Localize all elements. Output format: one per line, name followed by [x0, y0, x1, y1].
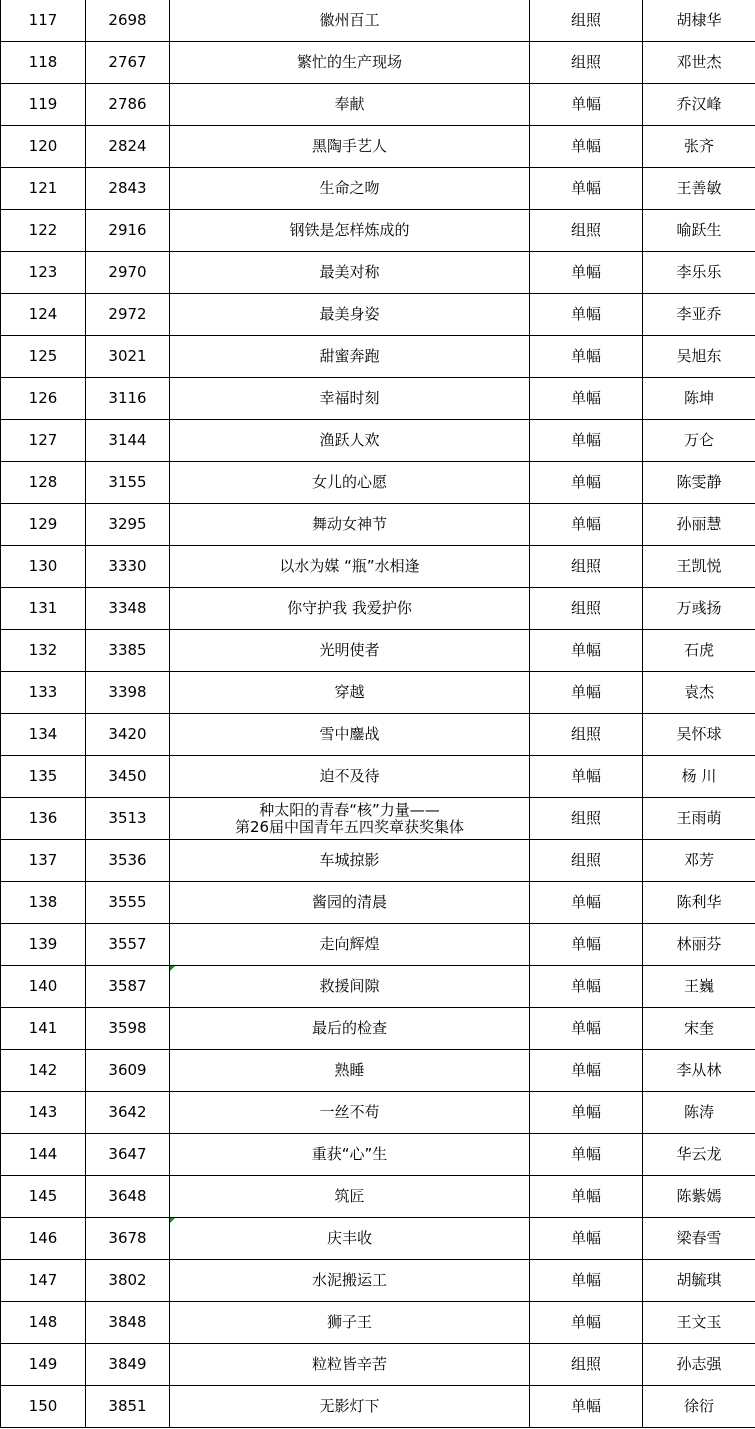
- seq-cell: 118: [1, 42, 86, 84]
- seq-cell: 135: [1, 756, 86, 798]
- entry-number-cell: 3851: [86, 1386, 170, 1428]
- title-cell: [170, 420, 530, 462]
- table-row: [1, 378, 755, 420]
- title-line: 最美对称: [319, 263, 380, 281]
- type-cell: 单幅: [530, 126, 643, 168]
- author-cell: 徐衍: [643, 1386, 755, 1428]
- author-cell: 王雨萌: [643, 798, 755, 840]
- title-cell: [170, 1302, 530, 1344]
- title-cell: [170, 0, 530, 42]
- title-cell: [170, 924, 530, 966]
- author-cell: 胡棣华: [643, 0, 755, 42]
- seq-cell: 124: [1, 294, 86, 336]
- type-cell: 单幅: [530, 420, 643, 462]
- seq-cell: 126: [1, 378, 86, 420]
- entry-number-cell: 3144: [86, 420, 170, 462]
- title-cell: [170, 1008, 530, 1050]
- title-cell: [170, 1134, 530, 1176]
- table-row: [1, 42, 755, 84]
- title-cell: [170, 1176, 530, 1218]
- seq-cell: 138: [1, 882, 86, 924]
- seq-cell: 125: [1, 336, 86, 378]
- type-cell: 组照: [530, 840, 643, 882]
- table-row: [1, 1386, 755, 1428]
- author-cell: 吴怀球: [643, 714, 755, 756]
- table-row: [1, 882, 755, 924]
- seq-cell: 145: [1, 1176, 86, 1218]
- author-cell: 邓世杰: [643, 42, 755, 84]
- title-line: 徽州百工: [319, 11, 380, 29]
- title-cell: [170, 210, 530, 252]
- author-cell: 梁春雪: [643, 1218, 755, 1260]
- title-line: 走向辉煌: [319, 935, 380, 953]
- title-cell: [170, 252, 530, 294]
- entry-number-cell: 3647: [86, 1134, 170, 1176]
- title-cell: [170, 714, 530, 756]
- type-cell: 组照: [530, 546, 643, 588]
- entry-number-cell: 3642: [86, 1092, 170, 1134]
- entry-number-cell: 3648: [86, 1176, 170, 1218]
- author-cell: 袁杰: [643, 672, 755, 714]
- table-row: [1, 1008, 755, 1050]
- table-row: [1, 672, 755, 714]
- author-cell: 张齐: [643, 126, 755, 168]
- type-cell: 单幅: [530, 1218, 643, 1260]
- seq-cell: 121: [1, 168, 86, 210]
- entry-number-cell: 3450: [86, 756, 170, 798]
- title-line: 粒粒皆辛苦: [311, 1355, 387, 1373]
- seq-cell: 137: [1, 840, 86, 882]
- table-row: [1, 1260, 755, 1302]
- title-cell: [170, 42, 530, 84]
- type-cell: 单幅: [530, 630, 643, 672]
- title-line: 车城掠影: [319, 851, 380, 869]
- title-line: 你守护我 我爱护你: [287, 599, 412, 617]
- entry-number-cell: 2970: [86, 252, 170, 294]
- title-line: 筑匠: [334, 1187, 365, 1205]
- entry-number-cell: 3536: [86, 840, 170, 882]
- title-line: 钢铁是怎样炼成的: [289, 221, 410, 239]
- table-row: [1, 336, 755, 378]
- title-line: 救援间隙: [319, 977, 380, 995]
- title-line: 幸福时刻: [319, 389, 380, 407]
- type-cell: 组照: [530, 798, 643, 840]
- entry-number-cell: 3557: [86, 924, 170, 966]
- seq-cell: 140: [1, 966, 86, 1008]
- seq-cell: 146: [1, 1218, 86, 1260]
- table-row: [1, 1134, 755, 1176]
- title-line: 一丝不苟: [319, 1103, 380, 1121]
- author-cell: 王巍: [643, 966, 755, 1008]
- table-row: [1, 168, 755, 210]
- title-line: 奉献: [334, 95, 365, 113]
- title-cell: [170, 546, 530, 588]
- title-line: 酱园的清晨: [311, 893, 387, 911]
- table-row: [1, 84, 755, 126]
- table-row: [1, 588, 755, 630]
- entry-number-cell: 3802: [86, 1260, 170, 1302]
- entry-number-cell: 3116: [86, 378, 170, 420]
- type-cell: 单幅: [530, 168, 643, 210]
- table-row: [1, 1302, 755, 1344]
- type-cell: 单幅: [530, 924, 643, 966]
- entry-number-cell: 3330: [86, 546, 170, 588]
- table-row: [1, 798, 755, 840]
- author-cell: 王善敏: [643, 168, 755, 210]
- seq-cell: 144: [1, 1134, 86, 1176]
- seq-cell: 131: [1, 588, 86, 630]
- type-cell: 单幅: [530, 1260, 643, 1302]
- entry-number-cell: 2786: [86, 84, 170, 126]
- seq-cell: 117: [1, 0, 86, 42]
- title-cell: [170, 504, 530, 546]
- title-cell: [170, 966, 530, 1008]
- entry-number-cell: 3609: [86, 1050, 170, 1092]
- entry-number-cell: 3295: [86, 504, 170, 546]
- author-cell: 李亚乔: [643, 294, 755, 336]
- seq-cell: 128: [1, 462, 86, 504]
- seq-cell: 120: [1, 126, 86, 168]
- author-cell: 吴旭东: [643, 336, 755, 378]
- title-cell: [170, 1386, 530, 1428]
- entry-number-cell: 2767: [86, 42, 170, 84]
- seq-cell: 148: [1, 1302, 86, 1344]
- title-cell: [170, 462, 530, 504]
- entry-number-cell: 3848: [86, 1302, 170, 1344]
- type-cell: 单幅: [530, 882, 643, 924]
- entry-number-cell: 2916: [86, 210, 170, 252]
- author-cell: 石虎: [643, 630, 755, 672]
- title-cell: [170, 168, 530, 210]
- seq-cell: 133: [1, 672, 86, 714]
- author-cell: 邓芳: [643, 840, 755, 882]
- title-cell: [170, 378, 530, 420]
- author-cell: 胡毓琪: [643, 1260, 755, 1302]
- title-line: 种太阳的青春“核”力量——: [259, 800, 440, 819]
- author-cell: 王文玉: [643, 1302, 755, 1344]
- author-cell: 陈紫嫣: [643, 1176, 755, 1218]
- title-cell: [170, 84, 530, 126]
- type-cell: 单幅: [530, 84, 643, 126]
- author-cell: 万仑: [643, 420, 755, 462]
- title-cell: [170, 588, 530, 630]
- type-cell: 单幅: [530, 1386, 643, 1428]
- title-cell: [170, 630, 530, 672]
- type-cell: 单幅: [530, 756, 643, 798]
- type-cell: 单幅: [530, 966, 643, 1008]
- entry-number-cell: 3348: [86, 588, 170, 630]
- title-line: 无影灯下: [319, 1397, 380, 1415]
- title-line: 光明使者: [319, 641, 380, 659]
- type-cell: 组照: [530, 0, 643, 42]
- author-cell: 林丽芬: [643, 924, 755, 966]
- table-row: [1, 420, 755, 462]
- title-line: 熟睡: [334, 1061, 365, 1079]
- table-row: [1, 504, 755, 546]
- author-cell: 李乐乐: [643, 252, 755, 294]
- title-line: 水泥搬运工: [311, 1271, 387, 1289]
- title-cell: [170, 1050, 530, 1092]
- table-row: [1, 756, 755, 798]
- author-cell: 陈坤: [643, 378, 755, 420]
- author-cell: 万彧扬: [643, 588, 755, 630]
- entry-number-cell: 2972: [86, 294, 170, 336]
- seq-cell: 149: [1, 1344, 86, 1386]
- entry-number-cell: 3555: [86, 882, 170, 924]
- author-cell: 陈雯静: [643, 462, 755, 504]
- seq-cell: 129: [1, 504, 86, 546]
- entry-number-cell: 2824: [86, 126, 170, 168]
- table-row: [1, 126, 755, 168]
- table-row: [1, 714, 755, 756]
- table-body: [1, 0, 755, 1428]
- table-row: [1, 462, 755, 504]
- title-line: 舞动女神节: [311, 515, 387, 533]
- seq-cell: 122: [1, 210, 86, 252]
- seq-cell: 136: [1, 798, 86, 840]
- author-cell: 华云龙: [643, 1134, 755, 1176]
- entry-number-cell: 3155: [86, 462, 170, 504]
- entry-number-cell: 2843: [86, 168, 170, 210]
- title-cell: [170, 882, 530, 924]
- type-cell: 组照: [530, 588, 643, 630]
- seq-cell: 143: [1, 1092, 86, 1134]
- table-row: [1, 1176, 755, 1218]
- title-cell: [170, 1218, 530, 1260]
- type-cell: 组照: [530, 210, 643, 252]
- seq-cell: 119: [1, 84, 86, 126]
- table-row: [1, 252, 755, 294]
- table-row: [1, 1218, 755, 1260]
- entry-number-cell: 3587: [86, 966, 170, 1008]
- type-cell: 单幅: [530, 336, 643, 378]
- author-cell: 李从林: [643, 1050, 755, 1092]
- seq-cell: 127: [1, 420, 86, 462]
- table-row: [1, 294, 755, 336]
- type-cell: 单幅: [530, 1008, 643, 1050]
- title-cell: [170, 294, 530, 336]
- author-cell: 杨 川: [643, 756, 755, 798]
- seq-cell: 141: [1, 1008, 86, 1050]
- entry-number-cell: 3420: [86, 714, 170, 756]
- seq-cell: 147: [1, 1260, 86, 1302]
- title-line: 繁忙的生产现场: [296, 53, 402, 71]
- type-cell: 单幅: [530, 1092, 643, 1134]
- title-line: 雪中鏖战: [319, 725, 380, 743]
- seq-cell: 123: [1, 252, 86, 294]
- title-cell: [170, 1092, 530, 1134]
- entry-number-cell: 3849: [86, 1344, 170, 1386]
- title-cell: [170, 336, 530, 378]
- table-row: [1, 546, 755, 588]
- title-line: 重获“心”生: [311, 1145, 388, 1163]
- type-cell: 单幅: [530, 1050, 643, 1092]
- title-line: 黑陶手艺人: [311, 137, 387, 155]
- title-line: 穿越: [334, 683, 365, 701]
- title-line: 最后的检查: [311, 1019, 387, 1037]
- author-cell: 陈涛: [643, 1092, 755, 1134]
- table-row: [1, 0, 755, 42]
- table-row: [1, 1344, 755, 1386]
- entry-number-cell: 3398: [86, 672, 170, 714]
- title-cell: [170, 798, 530, 840]
- entry-number-cell: 3598: [86, 1008, 170, 1050]
- table-row: [1, 1092, 755, 1134]
- author-cell: 孙丽慧: [643, 504, 755, 546]
- author-cell: 陈利华: [643, 882, 755, 924]
- title-line: 最美身姿: [319, 305, 380, 323]
- title-cell: [170, 126, 530, 168]
- entry-number-cell: 2698: [86, 0, 170, 42]
- title-line: 女儿的心愿: [311, 473, 387, 491]
- title-cell: [170, 1344, 530, 1386]
- seq-cell: 150: [1, 1386, 86, 1428]
- type-cell: 单幅: [530, 1176, 643, 1218]
- title-cell: [170, 840, 530, 882]
- seq-cell: 142: [1, 1050, 86, 1092]
- title-line: 迫不及待: [319, 767, 380, 785]
- entry-number-cell: 3385: [86, 630, 170, 672]
- title-line: 甜蜜奔跑: [319, 347, 380, 365]
- author-cell: 孙志强: [643, 1344, 755, 1386]
- type-cell: 单幅: [530, 1134, 643, 1176]
- author-cell: 乔汉峰: [643, 84, 755, 126]
- seq-cell: 132: [1, 630, 86, 672]
- type-cell: 单幅: [530, 294, 643, 336]
- seq-cell: 134: [1, 714, 86, 756]
- title-line: 狮子王: [326, 1313, 372, 1331]
- table-row: [1, 1050, 755, 1092]
- type-cell: 单幅: [530, 252, 643, 294]
- title-line: 渔跃人欢: [319, 431, 380, 449]
- type-cell: 组照: [530, 42, 643, 84]
- title-cell: [170, 1260, 530, 1302]
- seq-cell: 130: [1, 546, 86, 588]
- title-cell: [170, 756, 530, 798]
- type-cell: 单幅: [530, 504, 643, 546]
- type-cell: 单幅: [530, 378, 643, 420]
- table-row: [1, 210, 755, 252]
- type-cell: 组照: [530, 714, 643, 756]
- seq-cell: 139: [1, 924, 86, 966]
- title-cell: [170, 672, 530, 714]
- table-row: [1, 630, 755, 672]
- entry-number-cell: 3678: [86, 1218, 170, 1260]
- title-line: 第26届中国青年五四奖章获奖集体: [234, 817, 465, 836]
- title-line: 以水为媒 “瓶”水相逢: [279, 557, 420, 575]
- title-line: 庆丰收: [326, 1229, 372, 1247]
- author-cell: 宋奎: [643, 1008, 755, 1050]
- type-cell: 单幅: [530, 462, 643, 504]
- entry-number-cell: 3513: [86, 798, 170, 840]
- entry-number-cell: 3021: [86, 336, 170, 378]
- type-cell: 单幅: [530, 1302, 643, 1344]
- author-cell: 王凯悦: [643, 546, 755, 588]
- type-cell: 组照: [530, 1344, 643, 1386]
- table-row: [1, 966, 755, 1008]
- type-cell: 单幅: [530, 672, 643, 714]
- author-cell: 喻跃生: [643, 210, 755, 252]
- table-row: [1, 924, 755, 966]
- table-row: [1, 840, 755, 882]
- title-line: 生命之吻: [319, 179, 380, 197]
